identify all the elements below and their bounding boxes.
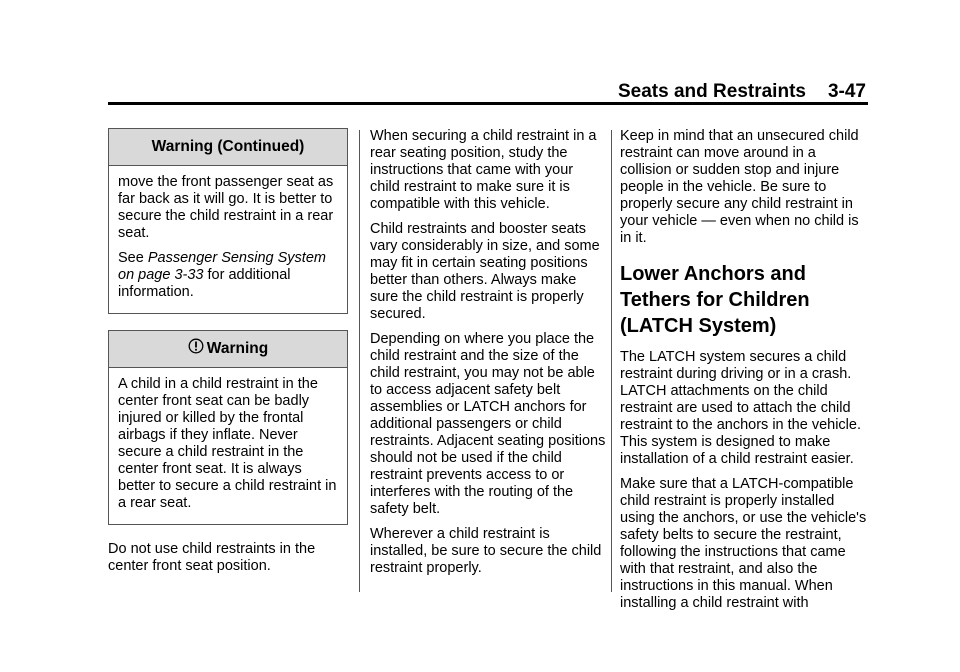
warning-continued-text: move the front passenger seat as far back as it will go. It is better to secure the child restraint in a rear seat. <box>118 174 334 241</box>
warning-box <box>108 330 348 525</box>
body-paragraph: Make sure that a LATCH-compatible child restraint is properly installed using the anchors, or use the vehicle's safety belts to secure the restraint, following the instructions that came with that restraint, and also the instructions in this manual. When installing a child restraint with <box>620 476 867 611</box>
warning-continued-title: Warning (Continued) <box>109 129 347 166</box>
warning-text: A child in a child restraint in the center front seat can be badly injured or killed by the frontal airbags if they inflate. Never secure a child restraint in the center front seat. It is always better to secure a child restraint in a rear seat. <box>118 376 337 511</box>
page-header <box>108 80 866 104</box>
page-number: 3-47 <box>827 81 866 102</box>
body-paragraph: The LATCH system secures a child restraint during driving or in a crash. LATCH attachments on the child restraint are used to attach the child restraint to the anchors in the vehicle. This system is designed to make installation of a child restraint easier. <box>620 349 861 467</box>
column-divider <box>611 130 612 592</box>
body-paragraph: Depending on where you place the child restraint and the size of the child restraint, you may not be able to access adjacent safety belt assemblies or LATCH anchors for additional passengers or child restraints. Adjacent seating positions should not be used if the child restraint prevents access to or interferes with the routing of the safety belt. <box>370 331 606 517</box>
body-paragraph: Keep in mind that an unsecured child restraint can move around in a collision or sudden stop and injure people in the vehicle. Be sure to properly secure any child restraint in your vehicle — even when no child is in it. <box>620 128 859 246</box>
warning-continued-box <box>108 128 348 314</box>
cross-reference: Passenger Sensing System on page 3-33 <box>118 250 326 283</box>
warning-continued-reference: See Passenger Sensing System on page 3-33 for additional information. <box>118 250 326 300</box>
section-title: Seats and Restraints <box>618 81 806 102</box>
warning-title: Warning <box>109 331 347 368</box>
column-3 <box>620 128 870 620</box>
column-1 <box>108 128 348 583</box>
body-paragraph: Wherever a child restraint is installed, be sure to secure the child restraint properly. <box>370 526 602 576</box>
warning-icon <box>188 332 204 368</box>
column-divider <box>359 130 360 592</box>
section-heading: Lower Anchors and Tethers for Children (LATCH System) <box>620 263 810 337</box>
header-rule <box>108 102 868 105</box>
body-paragraph: Do not use child restraints in the center front seat position. <box>108 541 316 574</box>
column-2 <box>370 128 606 585</box>
body-paragraph: When securing a child restraint in a rear seating position, study the instructions that came with your child restraint to make sure it is compatible with this vehicle. <box>370 128 597 212</box>
body-paragraph: Child restraints and booster seats vary considerably in size, and some may fit in certain seating positions better than others. Always make sure the child restraint is properly secured. <box>370 221 600 322</box>
